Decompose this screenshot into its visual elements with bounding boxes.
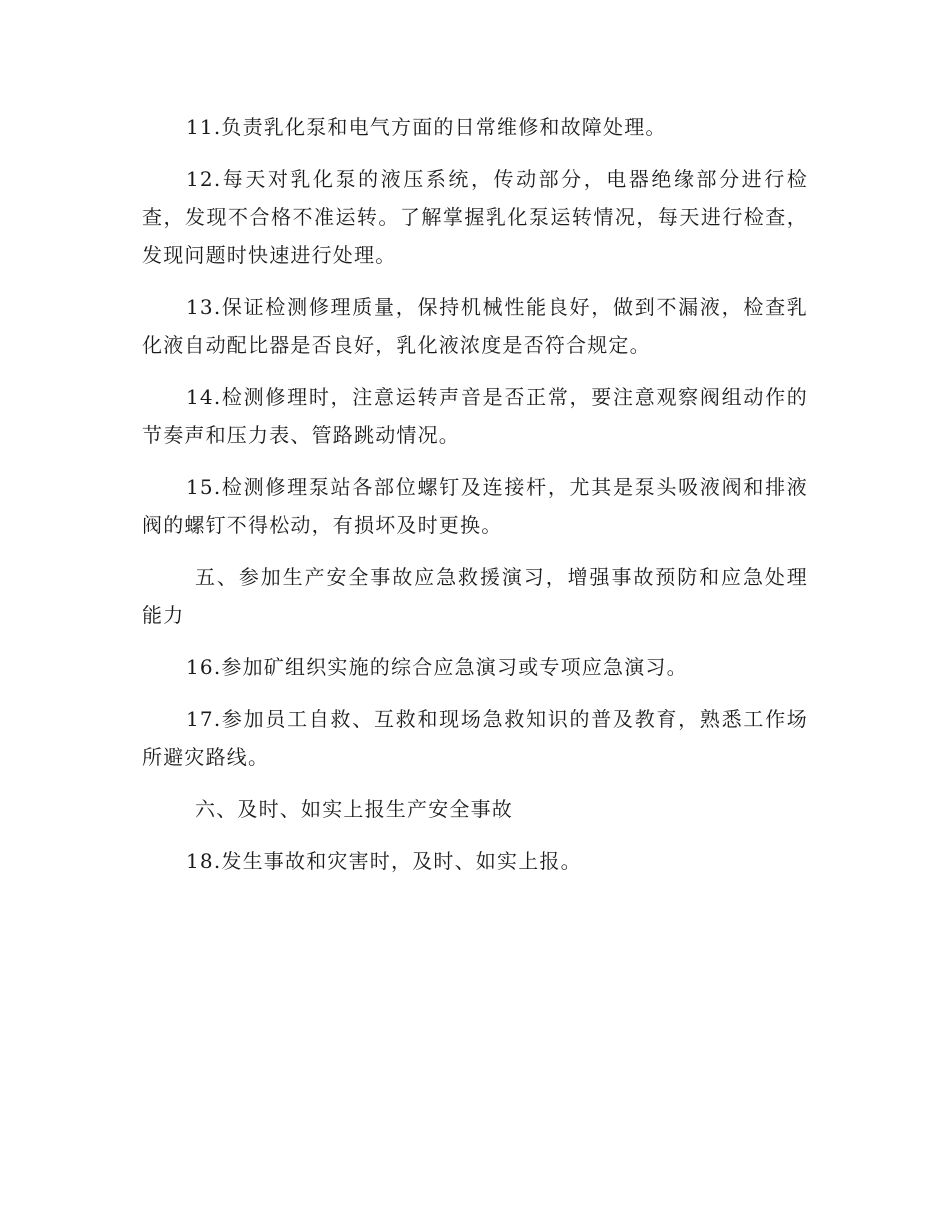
paragraph-item-13: 13.保证检测修理质量，保持机械性能良好，做到不漏液，检查乳化液自动配比器是否良好，乳化液浓度是否符合规定。 [142,295,808,357]
document-body [142,108,808,894]
paragraph-item-11: 11.负责乳化泵和电气方面的日常维修和故障处理。 [186,115,667,139]
paragraph-item-15: 15.检测修理泵站各部位螺钉及连接杆，尤其是泵头吸液阀和排液阀的螺钉不得松动，有损坏及时更换。 [142,475,808,537]
paragraph-item-17: 17.参加员工自救、互救和现场急救知识的普及教育，熟悉工作场所避灾路线。 [142,707,808,769]
section-heading-6: 六、及时、如实上报生产安全事故 [195,797,513,821]
section-heading-5: 五、参加生产安全事故应急救援演习，增强事故预防和应急处理能力 [142,565,808,627]
paragraph-item-16: 16.参加矿组织实施的综合应急演习或专项应急演习。 [186,655,688,679]
paragraph-item-14: 14.检测修理时，注意运转声音是否正常，要注意观察阀组动作的节奏声和压力表、管路跳动情况。 [142,385,808,447]
paragraph-item-18: 18.发生事故和灾害时，及时、如实上报。 [186,849,582,873]
paragraph-item-12: 12.每天对乳化泵的液压系统，传动部分，电器绝缘部分进行检查，发现不合格不准运转。了解掌握乳化泵运转情况，每天进行检查，发现问题时快速进行处理。 [142,167,808,267]
